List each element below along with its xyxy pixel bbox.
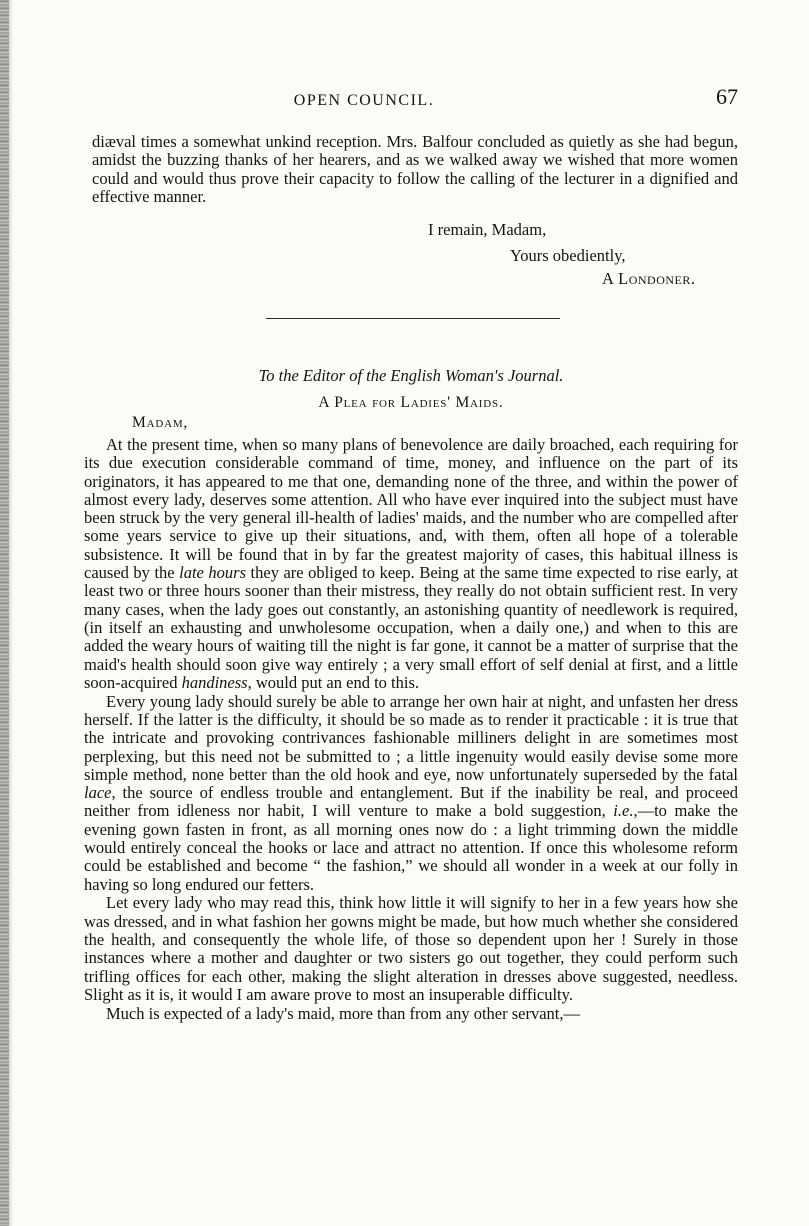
scanned-page-edge-shadow bbox=[9, 0, 13, 1226]
article-title: A Plea for Ladies' Maids. bbox=[318, 394, 504, 411]
page-number: 67 bbox=[716, 84, 738, 109]
italic-run: lace bbox=[84, 783, 112, 803]
continued-paragraph bbox=[92, 133, 738, 206]
continued-paragraph-text: diæval times a somewhat unkind reception. Mrs. Balfour concluded as quietly as she had begun, amidst the buzzing thanks of her hearers, and as we walked away we wished that more women could and would thus prove their capacity to follow the calling of the lecturer in a dignified and effective manner. bbox=[92, 132, 738, 206]
letter-address: To the Editor of the English Woman's Journal. bbox=[258, 366, 564, 385]
italic-run: i.e. bbox=[613, 801, 634, 821]
letter-signoff bbox=[84, 220, 738, 290]
text-run: ,—to make the evening gown fasten in front, as all morning ones now do : a light trimming down the middle would entirely conceal the hooks or lace and attract no attention. If once this wholesome reform could be established and become “ the fashion,” we should all wonder in a week at our folly in having so long endured our fetters. bbox=[84, 801, 738, 894]
scanned-page-edge bbox=[0, 0, 9, 1226]
italic-run: handiness bbox=[181, 672, 248, 692]
text-run: , the source of endless trouble and entanglement. But if the inability be real, and proceed neither from idleness nor habit, I will venture to make a bold suggestion, bbox=[84, 783, 738, 821]
italic-run: late hours bbox=[179, 563, 247, 583]
body-paragraph-3: Let every lady who may read this, think how little it will signify to her in a few years how she was dressed, and in what fashion her gowns might be made, but how much whether she considered the health, and consequently the whole life, of those so dependent upon her ! Surely in those instances where a mother and daughter or two sisters go out together, they could perform such trifling offices for each other, making the slight alteration in dresses above suggested, needless. Slight as it is, it would I am aware prove to most an insuperable difficulty. bbox=[84, 893, 738, 1004]
signoff-yours: Yours obediently, bbox=[510, 246, 626, 265]
section-divider bbox=[266, 318, 560, 319]
text-run: , would put an end to this. bbox=[247, 672, 419, 692]
body-paragraph-1 bbox=[84, 436, 738, 692]
body-paragraph-4: Much is expected of a lady's maid, more than from any other servant,— bbox=[106, 1003, 580, 1023]
letter-salutation: Madam, bbox=[132, 414, 189, 431]
signoff-closing: I remain, Madam, bbox=[428, 220, 547, 239]
body-paragraph-2 bbox=[84, 693, 738, 894]
running-head-title: OPEN COUNCIL. bbox=[293, 92, 435, 109]
running-head bbox=[84, 84, 738, 116]
text-run: At the present time, when so many plans of benevolence are daily broached, each requiring for its due execution considerable command of time, money, and influence on the part of its originators, it has appeared to me that one, demanding none of the three, and within the power of almost every lady, deserves some attention. All who have ever inquired into the subject must have been struck by the very general ill-health of ladies' maids, and the number who are compelled after some years service to give up their situations, and, with them, often all hope of a tolerable subsistence. It will be found that in by far the greatest majority of cases, this habitual illness is caused by the bbox=[84, 435, 738, 583]
text-run: Every young lady should surely be able to arrange her own hair at night, and unfasten her dress herself. If the latter is the difficulty, it should be so made as to render it practicable : it is true that the intricate and provoking contrivances fashionable milliners delight in are sometimes most perplexing, but this need not be submitted to ; a little ingenuity would easily devise some more simple method, none better than the old hook and eye, now unfortunately superseded by the fatal bbox=[84, 691, 738, 784]
letter-body bbox=[84, 436, 738, 1024]
text-run: they are obliged to keep. Being at the same time expected to rise early, at least two or three hours sooner than their mistress, they really do not obtain sufficient rest. In very many cases, when the lady goes out constantly, an astonishing quantity of needlework is required, (in itself an exhausting and unwholesome occupation, when a daily one,) and when to this are added the weary hours of waiting till the night is far gone, it cannot be a matter of surprise that the maid's health should soon give way entirely ; a very small effort of self denial at first, and a little soon-acquired bbox=[84, 563, 739, 692]
signoff-signature: A Londoner. bbox=[602, 269, 696, 288]
